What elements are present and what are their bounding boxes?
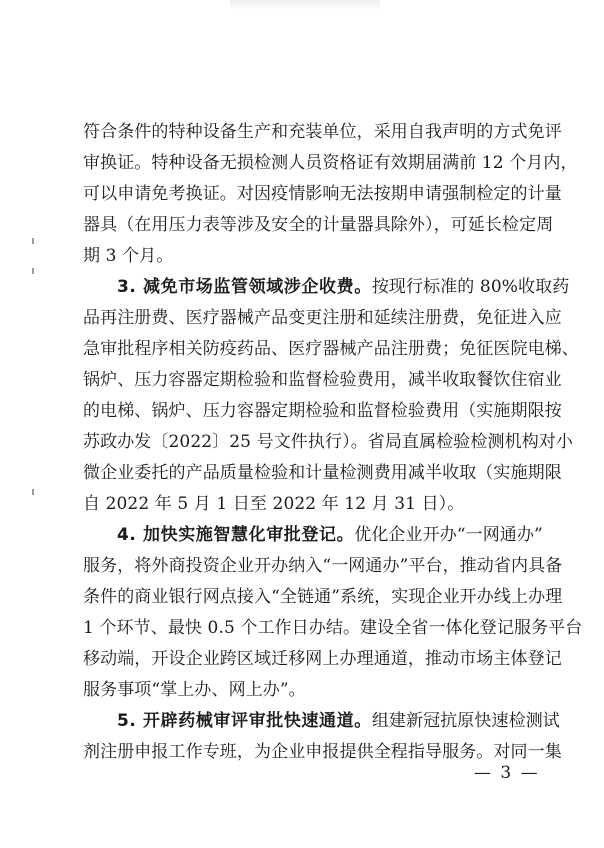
margin-mark <box>32 238 34 244</box>
text-line: 急审批程序相关防疫药品、医疗器械产品注册费；免征医院电梯、 <box>83 339 579 359</box>
text-fragment: 组建新冠抗原快速检测试 <box>371 711 560 731</box>
page-number: — 3 — <box>474 763 540 783</box>
text-line: 移动端，开设企业跨区域迁移网上办理通道，推动市场主体登记 <box>83 649 562 669</box>
scan-bleed <box>230 0 380 10</box>
text-line: 审换证。特种设备无损检测人员资格证有效期届满前 12 个月内， <box>83 153 578 173</box>
text-line: 微企业委托的产品质量检验和计量检测费用减半收取（实施期限 <box>83 463 562 483</box>
margin-mark <box>32 268 34 274</box>
text-line: 自 2022 年 5 月 1 日至 2022 年 12 月 31 日）。 <box>83 494 465 514</box>
section-heading: 5. 开辟药械审评审批快速通道。 <box>117 711 372 731</box>
text-line: 器具（在用压力表等涉及安全的计量器具除外），可延长检定周 <box>83 215 554 235</box>
text-line: 1 个环节、最快 0.5 个工作日办结。建设全省一体化登记服务平台 <box>83 618 583 638</box>
text-line: 服务，将外商投资企业开办纳入“一网通办”平台，推动省内具备 <box>83 556 563 576</box>
text-line: 服务事项“掌上办、网上办”。 <box>83 680 306 700</box>
text-fragment: 优化企业开办“一网通办” <box>354 525 543 545</box>
margin-mark <box>32 489 34 495</box>
paragraph-first-line <box>117 277 569 297</box>
text-line: 的电梯、锅炉、压力容器定期检验和监督检验费用（实施期限按 <box>83 401 562 421</box>
section-heading: 4. 加快实施智慧化审批登记。 <box>117 525 355 545</box>
text-line: 锅炉、压力容器定期检验和监督检验费用，减半收取餐饮住宿业 <box>83 370 562 390</box>
text-line: 期 3 个月。 <box>83 246 174 266</box>
paragraph-first-line <box>117 525 543 545</box>
text-line: 条件的商业银行网点接入“全链通”系统，实现企业开办线上办理 <box>83 587 563 607</box>
text-line: 符合条件的特种设备生产和充装单位，采用自我声明的方式免评 <box>83 122 562 142</box>
section-heading: 3. 减免市场监管领域涉企收费。 <box>117 277 372 297</box>
text-line: 苏政办发〔2022〕25 号文件执行）。省局直属检验检测机构对小 <box>83 432 573 452</box>
text-line: 品再注册费、医疗器械产品变更注册和延续注册费，免征进入应 <box>83 308 562 328</box>
text-fragment: 按现行标准的 80%收取药 <box>371 277 570 297</box>
text-line: 剂注册申报工作专班，为企业申报提供全程指导服务。对同一集 <box>83 742 562 762</box>
paragraph-first-line <box>117 711 560 731</box>
text-line: 可以申请免考换证。对因疫情影响无法按期申请强制检定的计量 <box>83 184 562 204</box>
